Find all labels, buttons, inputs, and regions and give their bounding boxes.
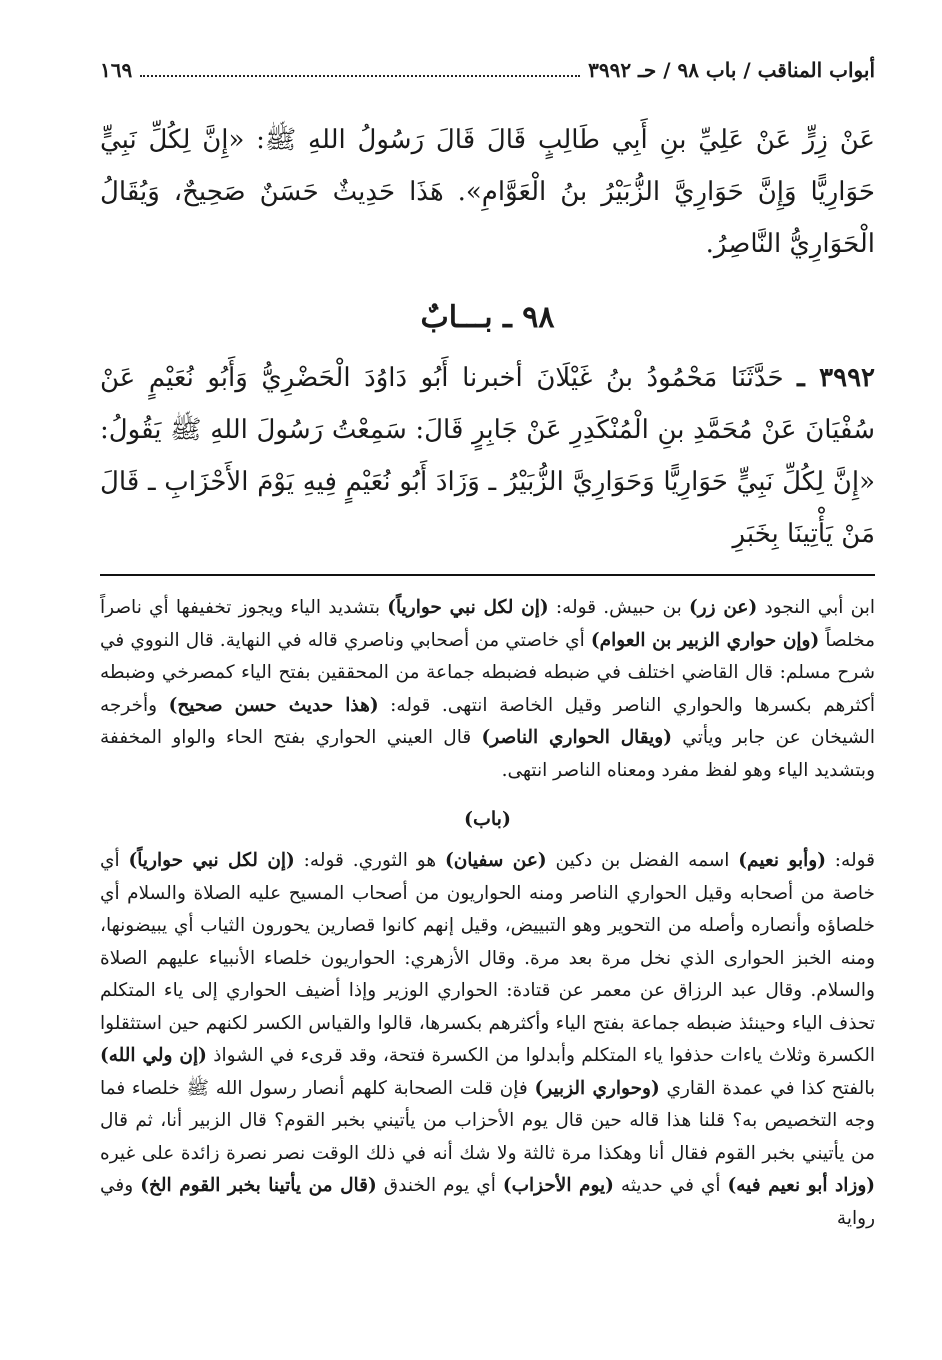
commentary-paragraph-1 bbox=[100, 592, 875, 787]
quoted-phrase: (وأبو نعيم) bbox=[738, 850, 826, 871]
footnote-divider bbox=[100, 574, 875, 576]
commentary-text: بن حبيش. قوله: bbox=[548, 597, 689, 618]
quoted-phrase: (إن لكل نبي حوارياً) bbox=[128, 850, 295, 871]
commentary-text: أي في حديثه bbox=[613, 1175, 728, 1196]
quoted-phrase: (وحواري الزبير) bbox=[534, 1077, 660, 1099]
commentary-text: هو الثوري. قوله: bbox=[294, 850, 445, 871]
quoted-phrase: (قال من يأتينا بخبر القوم الخ) bbox=[140, 1175, 377, 1196]
running-header bbox=[100, 58, 875, 98]
commentary-text: فإن قلت الصحابة كلهم أنصار رسول الله ﷺ خلصاء فما وجه التخصيص به؟ قلنا هذا قاله حين قال يوم الأحزاب من يأتيني بخبر القوم؟ قال الزبير أنا، ثم قال من يأتيني بخبر القوم فقال أنا وهكذا مرة ثالثة ولا شك أنه في ذلك الوقت نصر نصرة زائدة على غيره bbox=[100, 1077, 875, 1164]
hadith-number: ٣٩٩٢ ـ bbox=[797, 363, 876, 393]
quoted-phrase: (عن زر) bbox=[688, 597, 758, 618]
commentary-paragraph-2 bbox=[100, 845, 875, 1235]
quoted-phrase: (إن لكل نبي حوارياً) bbox=[387, 597, 549, 618]
commentary-text: اسمه الفضل بن دكين bbox=[546, 850, 739, 871]
commentary-text: بتشديد الياء ويجوز تخفيفها أي ناصراً مخلصاً bbox=[100, 597, 875, 651]
commentary-text: قال العيني الحواري بفتح الحاء والواو المخففة وبتشديد الياء وهو لفظ مفرد ومعناه الناصر انتهى. bbox=[100, 727, 875, 781]
quoted-phrase: (يوم الأحزاب) bbox=[502, 1175, 614, 1196]
commentary-text: أي يوم الخندق bbox=[376, 1175, 503, 1196]
commentary-text: ابن أبي النجود bbox=[757, 597, 876, 618]
page bbox=[100, 58, 875, 1235]
hadith-3992 bbox=[100, 352, 875, 560]
chapter-heading: ٩٨ ـ بـــابٌ bbox=[420, 300, 555, 335]
quoted-phrase: (إن ولي الله) bbox=[100, 1045, 207, 1066]
commentary-text: أي خاصة من أصحابه وقيل الحواري الناصر ومنه الحواريون من أصحاب المسيح عليه الصلاة والسلام أي خلصاؤه وأنصاره وأصله من التحوير وهو التبييض، وقيل إنهم كانوا قصارين يحورون الثياب أي يبيضونها، ومنه الخبز الحوارى الذي نخل مرة بعد مرة. وقال الأزهري: الحواريون خلصاء الأنبياء عليهم الصلاة والسلام. وقال عبد الرزاق عن معمر عن قتادة: الحواري الوزير وإذا أضيف الحواري إلى ياء المتكلم تحذف الياء وحينئذ ضبطه جماعة بفتح الياء وأكثرهم بكسرها، قالوا والقياس الكسر لكنهم حين استثقلوا الكسرة وثلاث ياءات حذفوا ياء المتكلم وأبدلوا من الكسرة فتحة، وقد قرىء في الشواذ bbox=[100, 850, 875, 1066]
commentary-text: بالفتح كذا في عمدة القاري bbox=[659, 1077, 875, 1099]
quoted-phrase: (وزاد أبو نعيم فيه) bbox=[727, 1175, 876, 1196]
commentary-text: وفي رواية bbox=[100, 1175, 875, 1229]
quoted-phrase: (ويقال الحواري الناصر) bbox=[481, 727, 672, 748]
commentary-text: قوله: bbox=[825, 850, 875, 871]
commentary-text: وأخرجه الشيخان عن جابر ويأتي bbox=[100, 694, 875, 748]
page-number: ١٦٩ bbox=[100, 58, 133, 82]
quoted-phrase: (وإن حواري الزبير بن العوام) bbox=[590, 629, 820, 651]
hadith-text: حَدَّثَنَا مَحْمُودُ بنُ غَيْلَانَ أخبرنا أَبُو دَاوُدَ الْحَضْرِيُّ وَأَبُو نُعَيْمٍ عَنْ سُفْيَانَ عَنْ مُحَمَّدِ بنِ الْمُنْكَدِرِ عَنْ جَابِرٍ قَالَ: سَمِعْتُ رَسُولَ اللهِ ﷺ يَقُولُ: «إِنَّ لِكُلِّ نَبِيٍّ حَوَارِيًّا وَحَوَارِيَّ الزُّبَيْرُ ـ وَزَادَ أَبُو نُعَيْمٍ فِيهِ يَوْمَ الأَحْزَابِ ـ قَالَ مَنْ يَأْتِينَا بِخَبَرِ bbox=[100, 363, 875, 549]
commentary-heading: (باب) bbox=[464, 808, 511, 830]
quoted-phrase: (هذا حديث حسن صحيح) bbox=[168, 694, 379, 716]
previous-hadith-ending: عَنْ زِرٍّ عَنْ عَلِيِّ بنِ أَبِي طَالِبٍ قَالَ قَالَ رَسُولُ اللهِ ﷺ: «إِنَّ لِكُلِّ نَبِيٍّ حَوَارِيًّا وَإِنَّ حَوَارِيَّ الزُّبَيْرُ بنُ الْعَوَّامِ». هَذَا حَدِيثٌ حَسَنٌ صَحِيحٌ، وَيُقَالُ الْحَوَارِيُّ النَّاصِرُ. bbox=[100, 125, 875, 259]
quoted-phrase: (عن سفيان) bbox=[444, 850, 547, 871]
header-title: أبواب المناقب / باب ٩٨ / حـ ٣٩٩٢ bbox=[588, 58, 875, 82]
header-dotted-leader bbox=[140, 63, 580, 77]
commentary-text: أي خاصتي من أصحابي وناصري قاله في النهاية. قال النووي في شرح مسلم: قال القاضي اختلف في ضبطه فضبطه جماعة من المحققين بفتح الياء كمصرخي وضبطه أكثرهم بكسرها والحواري الناصر وقيل الخاصة انتهى. قوله: bbox=[100, 629, 876, 716]
